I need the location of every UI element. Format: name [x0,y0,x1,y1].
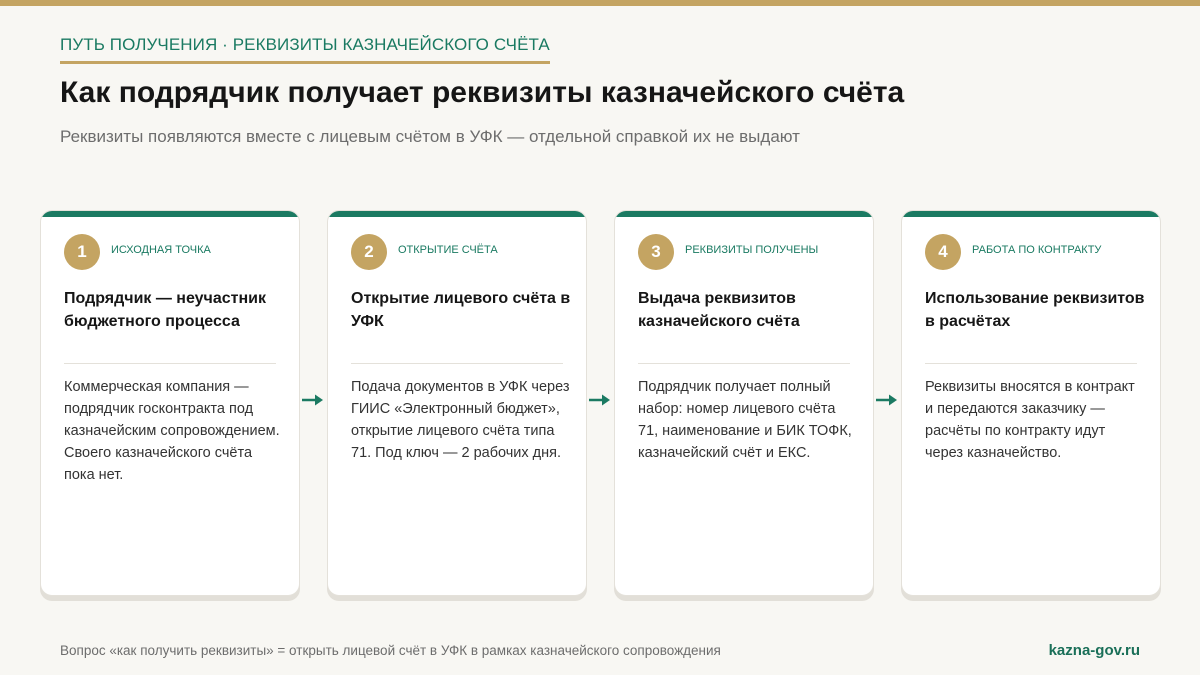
step-title: Открытие лицевого счёта в УФК [351,290,571,330]
card-top-stripe [41,211,299,217]
card-top-stripe [902,211,1160,217]
step-title: Выдача реквизитов казначейского счёта [638,290,800,330]
step-description: Подрядчик получает полный набор: номер лицевого счёта 71, наименование и БИК ТОФК, казначейский счёт и ЕКС. [638,379,852,461]
step-number-badge: 2 [351,234,387,270]
card-divider [925,363,1137,364]
step-number-badge: 1 [64,234,100,270]
footer-site-link[interactable]: kazna-gov.ru [1048,642,1140,659]
step-number-badge: 3 [638,234,674,270]
page-title: Как подрядчик получает реквизиты казначейского счёта [60,76,905,109]
step-tag: ИСХОДНАЯ ТОЧКА [111,244,211,256]
step-description: Коммерческая компания — подрядчик госконтракта под казначейским сопровождением. Своего казначейского счёта пока нет. [64,379,280,483]
step-card-3 [614,210,874,596]
step-description: Подача документов в УФК через ГИИС «Электронный бюджет», открытие лицевого счёта типа 71. Под ключ — 2 рабочих дня. [351,379,570,461]
eyebrow-label: ПУТЬ ПОЛУЧЕНИЯ · РЕКВИЗИТЫ КАЗНАЧЕЙСКОГО СЧЁТА [60,35,550,64]
card-divider [638,363,850,364]
page-subtitle: Реквизиты появляются вместе с лицевым счётом в УФК — отдельной справкой их не выдают [60,127,800,146]
footer-note: Вопрос «как получить реквизиты» = открыть лицевой счёт в УФК в рамках казначейского сопровождения [60,643,721,658]
step-tag: РЕКВИЗИТЫ ПОЛУЧЕНЫ [685,244,819,256]
step-title: Подрядчик — неучастник бюджетного процесса [64,290,266,330]
arrow-right-icon [302,393,324,407]
card-top-stripe [328,211,586,217]
arrow-right-icon [876,393,898,407]
step-card-4 [901,210,1161,596]
step-description: Реквизиты вносятся в контракт и передаются заказчику — расчёты по контракту идут через казначейство. [925,379,1135,461]
arrow-right-icon [589,393,611,407]
card-top-stripe [615,211,873,217]
step-card-1 [40,210,300,596]
step-title: Использование реквизитов в расчётах [925,290,1145,330]
card-divider [351,363,563,364]
card-divider [64,363,276,364]
step-card-2 [327,210,587,596]
step-tag: РАБОТА ПО КОНТРАКТУ [972,244,1102,256]
step-number-badge: 4 [925,234,961,270]
top-accent-bar [0,0,1200,6]
step-tag: ОТКРЫТИЕ СЧЁТА [398,244,498,256]
